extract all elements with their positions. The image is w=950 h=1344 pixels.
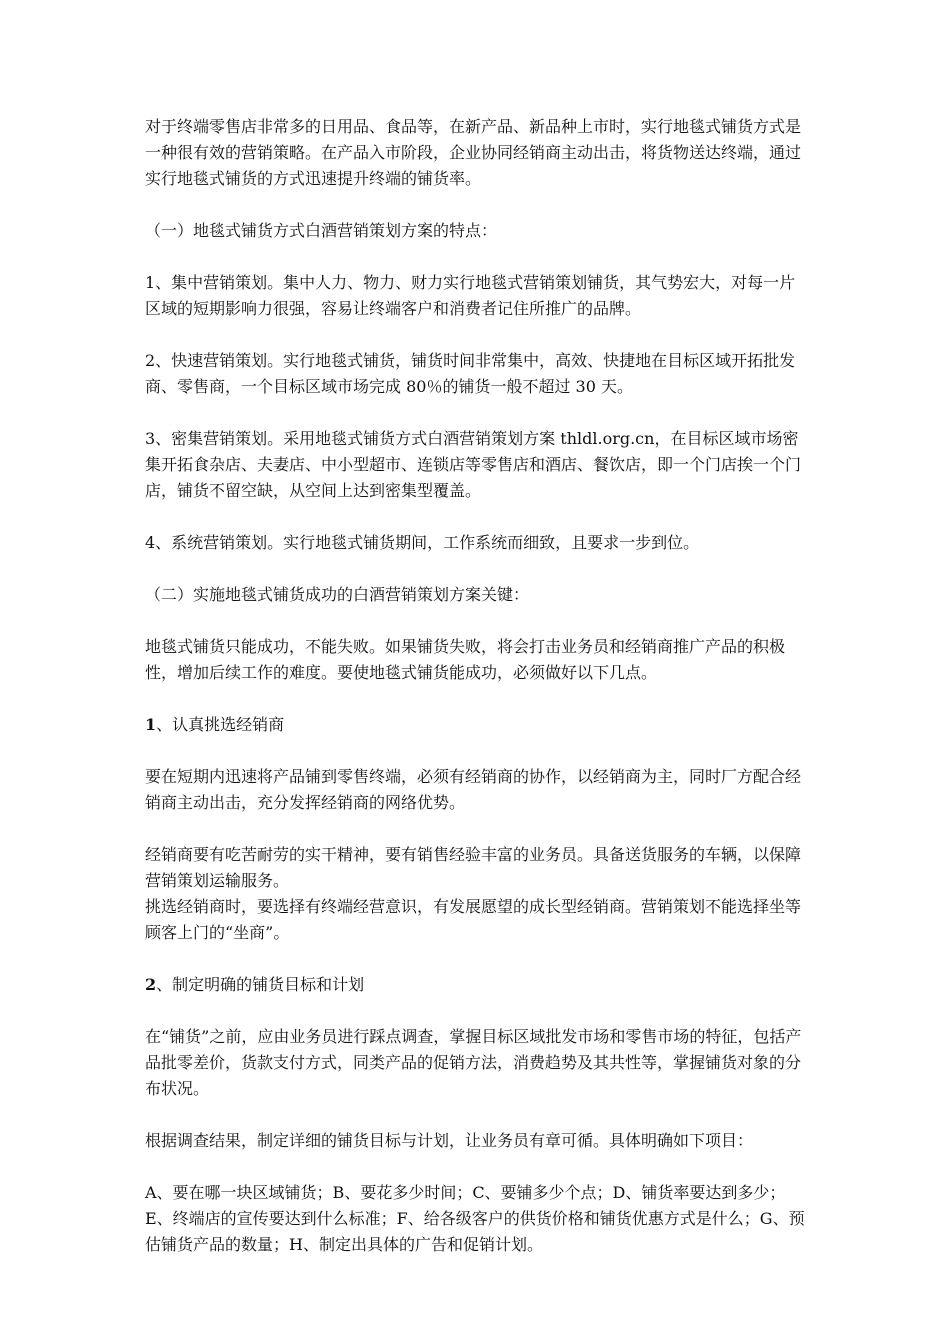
document-body <box>145 114 810 1284</box>
subheading-text: 、认真挑选经销商 <box>156 715 285 734</box>
plan-paragraph-1: 在“铺货”之前，应由业务员进行踩点调查，掌握目标区域批发市场和零售市场的特征，包括产品批零差价，货款支付方式，同类产品的促销方法，消费趋势及其共性等，掌握铺货对象的分布状况。 <box>145 1027 802 1098</box>
plan-paragraph-2: 根据调查结果，制定详细的铺货目标与计划，让业务员有章可循。具体明确如下项目： <box>145 1131 754 1150</box>
feature-item-2: 2、快速营销策划。实行地毯式铺货，铺货时间非常集中，高效、快捷地在目标区域开拓批发商、零售商，一个目标区域市场完成 80％的铺货一般不超过 30 天。 <box>145 351 796 396</box>
feature-item-3: 3、密集营销策划。采用地毯式铺货方式白酒营销策划方案 thldl.org.cn，在目标区域市场密集开拓食杂店、夫妻店、中小型超市、连锁店等零售店和酒店、餐饮店，即一个门店挨一个门店，铺货不留空缺，从空间上达到密集型覆盖。 <box>145 429 802 500</box>
section-heading-features: （一）地毯式铺货方式白酒营销策划方案的特点： <box>145 221 498 240</box>
subheading-number: 2 <box>145 975 157 994</box>
subheading-text: 、制定明确的铺货目标和计划 <box>156 975 365 994</box>
dealers-paragraph-1: 要在短期内迅速将产品铺到零售终端，必须有经销商的协作，以经销商为主，同时厂方配合经销商主动出击，充分发挥经销商的网络优势。 <box>145 767 802 812</box>
dealers-paragraph-2: 经销商要有吃苦耐劳的实干精神，要有销售经验丰富的业务员。具备送货服务的车辆，以保障营销策划运输服务。 <box>145 845 802 890</box>
subheading-number: 1 <box>145 715 157 734</box>
section-heading-keys: （二）实施地毯式铺货成功的白酒营销策划方案关键： <box>145 585 530 604</box>
subheading-goals-plan <box>145 972 810 998</box>
intro-paragraph: 对于终端零售店非常多的日用品、食品等，在新产品、新品种上市时，实行地毯式铺货方式是一种很有效的营销策略。在产品入市阶段，企业协同经销商主动出击，将货物送达终端，通过实行地毯式铺货的方式迅速提升终端的铺货率。 <box>145 117 802 188</box>
dealers-paragraph-3: 挑选经销商时，要选择有终端经营意识，有发展愿望的成长型经销商。营销策划不能选择坐等顾客上门的“坐商”。 <box>145 897 802 942</box>
subheading-select-dealers <box>145 712 810 738</box>
feature-item-1: 1、集中营销策划。集中人力、物力、财力实行地毯式营销策划铺货，其气势宏大，对每一片区域的短期影响力很强，容易让终端客户和消费者记住所推广的品牌。 <box>145 273 796 318</box>
keys-intro-paragraph: 地毯式铺货只能成功，不能失败。如果铺货失败，将会打击业务员和经销商推广产品的积极性，增加后续工作的难度。要使地毯式铺货能成功，必须做好以下几点。 <box>145 637 786 682</box>
feature-item-4: 4、系统营销策划。实行地毯式铺货期间，工作系统而细致，且要求一步到位。 <box>145 533 700 552</box>
plan-items-paragraph: A、要在哪一块区域铺货；B、要花多少时间；C、要铺多少个点；D、铺货率要达到多少；E、终端店的宣传要达到什么标准；F、给各级客户的供货价格和铺货优惠方式是什么；G、预估铺货产品的数量；H、制定出具体的广告和促销计划。 <box>145 1183 805 1254</box>
